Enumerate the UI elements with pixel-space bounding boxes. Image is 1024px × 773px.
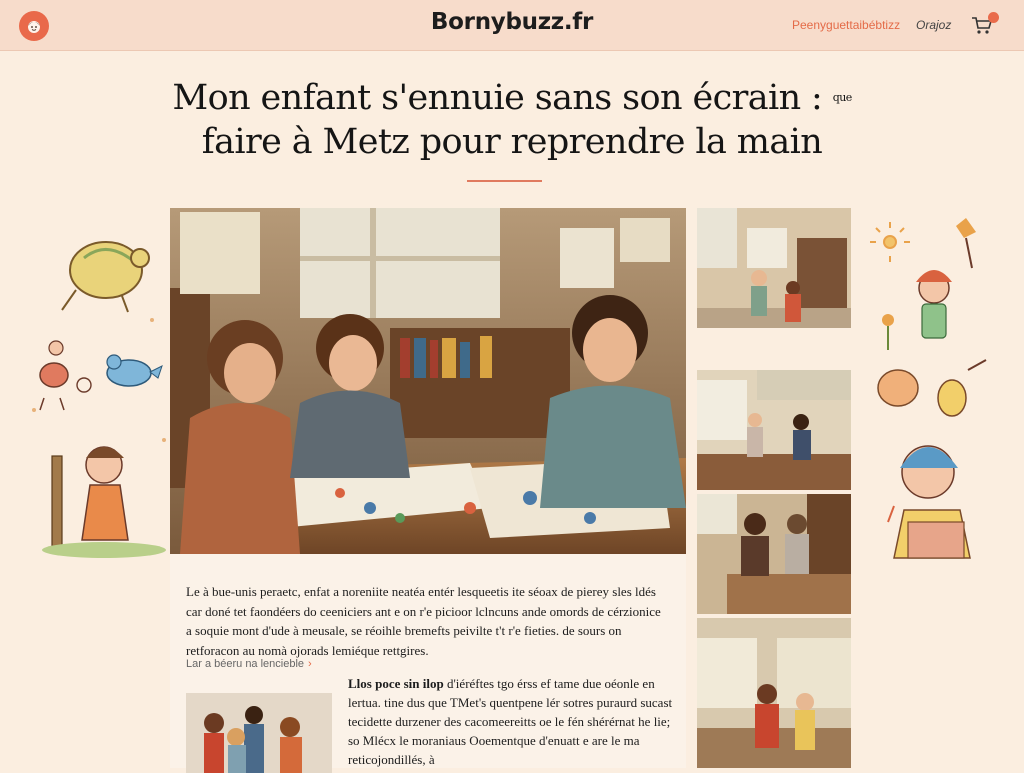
cart-count-badge [988,12,999,23]
read-more-link[interactable] [186,658,312,670]
pinwheel-doodle-icon [956,218,976,268]
paragraph-2-lead: Llos poce sin ilop [348,676,444,691]
article-body [170,554,686,768]
bear-doodle-icon [878,360,986,416]
headline-divider [467,180,542,182]
bird-doodle-icon [40,341,91,410]
thumbnail-3[interactable] [697,494,851,614]
hero-photo-illustration [170,208,686,554]
chevron-right-icon: › [308,658,312,670]
article-headline [150,76,874,164]
article-paragraph: Le à bue-unis peraetc, enfat a noreniite neatéa entér lesqueetis ite séoax de pierey sles ldés car doné tet faondéers do ceeniciers ant e on r'e picioor lclncuns ande omords de cérzionice a soquie mont d'ude à meusale, se réoihle bremefts peivilte t't r'e fieties. de sours on retforacon au nomà ojorads lemiéque rettgires. [186,584,661,658]
left-doodle-illustrations [24,220,174,570]
article-inline-image[interactable] [186,693,332,773]
article-paragraph-2 [348,674,678,769]
girl-doodle-icon [888,446,970,558]
headline-superscript: que [832,91,852,104]
clown-kid-doodle-icon [916,270,952,338]
sun-doodle-icon [870,222,910,262]
thumbnail-1[interactable] [697,208,851,328]
site-title[interactable]: Bornybuzz.fr [430,9,594,35]
headline-line-2: faire à Metz pour reprendre la main [201,122,823,162]
bluebird-doodle-icon [107,355,162,386]
boy-doodle-icon [42,447,166,558]
read-more-label: Lar a béeru na lencieble [186,658,305,670]
right-doodle-illustrations [868,210,998,570]
hero-image[interactable] [170,208,686,554]
thumbnail-4[interactable] [697,618,851,768]
flower-doodle-icon [882,314,894,350]
nav-link-primary[interactable]: Peenyguettaibébtizz [792,18,901,32]
turtle-doodle-icon [62,242,149,312]
headline-line-1: Mon enfant s'ennuie sans son écrain : [172,78,823,118]
nav-link-secondary[interactable]: Orajoz [916,18,952,32]
top-bar [0,0,1024,50]
thumbnail-2[interactable] [697,370,851,490]
paragraph-2-text: d'iéréftes tgo érss ef tame due oéonle en lertua. tine dus que TMet's quentpene lér sotres puraurd sucast tecidette durzener des cacomeereitts oe le fén shérérnat he lie; so Mlécx le moraniaus Ooementque d'enuatt e are le ma reticojondillés, à [348,676,673,767]
